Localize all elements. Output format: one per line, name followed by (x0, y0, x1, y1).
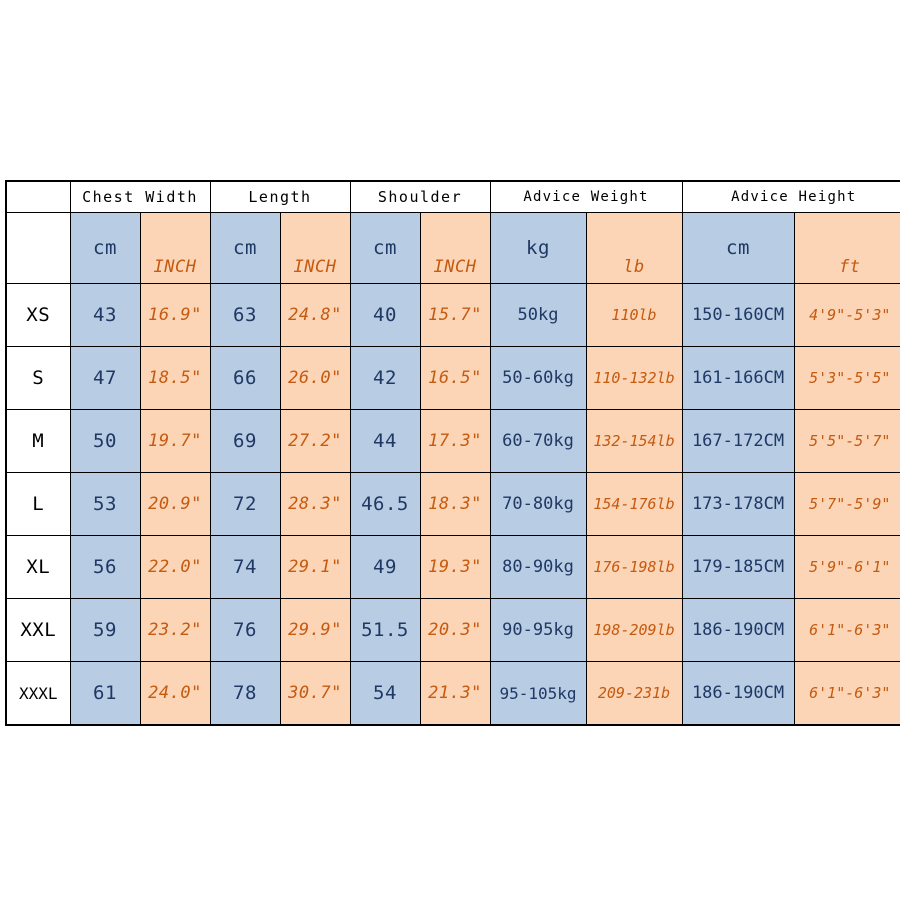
size-chart-container (5, 180, 895, 726)
unit-header-weight-lb: lb (586, 213, 682, 284)
unit-header-blank (6, 213, 70, 284)
cell-height-ft: 5'5"-5'7" (794, 410, 900, 473)
cell-shoulder-cm: 44 (350, 410, 420, 473)
cell-shoulder-inch: 15.7" (420, 284, 490, 347)
cell-height-ft: 6'1"-6'3" (794, 662, 900, 726)
unit-header-height-cm: cm (682, 213, 794, 284)
cell-weight-kg: 50-60kg (490, 347, 586, 410)
cell-shoulder-cm: 40 (350, 284, 420, 347)
row-size-label: XXXL (6, 662, 70, 726)
table-unit-header-row (6, 213, 900, 284)
cell-weight-lb: 209-231b (586, 662, 682, 726)
cell-weight-lb: 132-154lb (586, 410, 682, 473)
cell-weight-kg: 80-90kg (490, 536, 586, 599)
table-row (6, 599, 900, 662)
row-size-label: M (6, 410, 70, 473)
cell-length-inch: 27.2" (280, 410, 350, 473)
cell-height-cm: 186-190CM (682, 662, 794, 726)
cell-chest-cm: 56 (70, 536, 140, 599)
group-header-chest-width: Chest Width (70, 181, 210, 213)
cell-length-inch: 30.7" (280, 662, 350, 726)
unit-header-shoulder-inch: INCH (420, 213, 490, 284)
cell-weight-kg: 60-70kg (490, 410, 586, 473)
cell-shoulder-cm: 49 (350, 536, 420, 599)
cell-height-cm: 173-178CM (682, 473, 794, 536)
table-group-header-row (6, 181, 900, 213)
cell-chest-cm: 43 (70, 284, 140, 347)
cell-length-cm: 72 (210, 473, 280, 536)
cell-shoulder-cm: 51.5 (350, 599, 420, 662)
cell-shoulder-inch: 21.3" (420, 662, 490, 726)
row-size-label: XS (6, 284, 70, 347)
group-header-length: Length (210, 181, 350, 213)
cell-weight-lb: 154-176lb (586, 473, 682, 536)
cell-shoulder-inch: 16.5" (420, 347, 490, 410)
cell-weight-kg: 50kg (490, 284, 586, 347)
table-row (6, 284, 900, 347)
table-row (6, 662, 900, 726)
row-size-label: L (6, 473, 70, 536)
table-row (6, 536, 900, 599)
size-chart-table (5, 180, 900, 726)
cell-chest-inch: 24.0" (140, 662, 210, 726)
cell-height-cm: 179-185CM (682, 536, 794, 599)
cell-weight-kg: 90-95kg (490, 599, 586, 662)
cell-weight-lb: 110-132lb (586, 347, 682, 410)
group-header-advice-weight: Advice Weight (490, 181, 682, 213)
cell-height-ft: 5'9"-6'1" (794, 536, 900, 599)
table-row (6, 410, 900, 473)
cell-chest-inch: 18.5" (140, 347, 210, 410)
cell-chest-inch: 20.9" (140, 473, 210, 536)
unit-header-length-inch: INCH (280, 213, 350, 284)
unit-header-length-cm: cm (210, 213, 280, 284)
cell-height-cm: 161-166CM (682, 347, 794, 410)
cell-shoulder-inch: 18.3" (420, 473, 490, 536)
cell-length-inch: 26.0" (280, 347, 350, 410)
cell-length-cm: 66 (210, 347, 280, 410)
cell-height-cm: 186-190CM (682, 599, 794, 662)
cell-height-ft: 4'9"-5'3" (794, 284, 900, 347)
cell-shoulder-cm: 54 (350, 662, 420, 726)
row-size-label: XL (6, 536, 70, 599)
cell-shoulder-cm: 46.5 (350, 473, 420, 536)
cell-chest-cm: 47 (70, 347, 140, 410)
cell-chest-cm: 59 (70, 599, 140, 662)
cell-chest-inch: 16.9" (140, 284, 210, 347)
cell-length-inch: 28.3" (280, 473, 350, 536)
unit-header-height-ft: ft (794, 213, 900, 284)
cell-height-ft: 5'3"-5'5" (794, 347, 900, 410)
cell-length-inch: 24.8" (280, 284, 350, 347)
cell-chest-inch: 22.0" (140, 536, 210, 599)
cell-shoulder-inch: 17.3" (420, 410, 490, 473)
cell-length-cm: 74 (210, 536, 280, 599)
cell-length-cm: 63 (210, 284, 280, 347)
cell-length-inch: 29.1" (280, 536, 350, 599)
unit-header-chest-cm: cm (70, 213, 140, 284)
cell-chest-cm: 61 (70, 662, 140, 726)
cell-height-cm: 167-172CM (682, 410, 794, 473)
cell-weight-lb: 198-209lb (586, 599, 682, 662)
table-row (6, 473, 900, 536)
cell-weight-kg: 70-80kg (490, 473, 586, 536)
cell-chest-cm: 53 (70, 473, 140, 536)
unit-header-weight-kg: kg (490, 213, 586, 284)
group-header-advice-height: Advice Height (682, 181, 900, 213)
cell-chest-cm: 50 (70, 410, 140, 473)
group-header-blank (6, 181, 70, 213)
cell-length-cm: 69 (210, 410, 280, 473)
cell-chest-inch: 23.2" (140, 599, 210, 662)
cell-shoulder-inch: 20.3" (420, 599, 490, 662)
table-row (6, 347, 900, 410)
row-size-label: XXL (6, 599, 70, 662)
cell-chest-inch: 19.7" (140, 410, 210, 473)
unit-header-chest-inch: INCH (140, 213, 210, 284)
cell-height-ft: 5'7"-5'9" (794, 473, 900, 536)
cell-length-inch: 29.9" (280, 599, 350, 662)
cell-length-cm: 78 (210, 662, 280, 726)
cell-weight-kg: 95-105kg (490, 662, 586, 726)
cell-weight-lb: 176-198lb (586, 536, 682, 599)
cell-shoulder-cm: 42 (350, 347, 420, 410)
group-header-shoulder: Shoulder (350, 181, 490, 213)
row-size-label: S (6, 347, 70, 410)
unit-header-shoulder-cm: cm (350, 213, 420, 284)
cell-weight-lb: 110lb (586, 284, 682, 347)
cell-height-cm: 150-160CM (682, 284, 794, 347)
cell-height-ft: 6'1"-6'3" (794, 599, 900, 662)
cell-shoulder-inch: 19.3" (420, 536, 490, 599)
cell-length-cm: 76 (210, 599, 280, 662)
